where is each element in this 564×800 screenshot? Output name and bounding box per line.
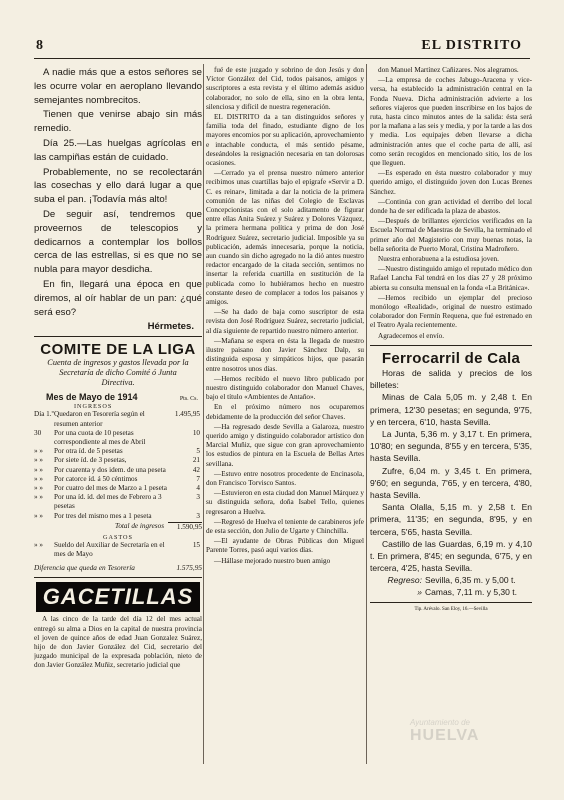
account-row: [34, 475, 200, 484]
gacetillas-text: [34, 615, 202, 670]
return-text: Sevilla, 6,35 m. y 5,00 t.: [425, 575, 516, 586]
diferencia-amount: 1.575,95: [176, 563, 202, 573]
watermark-line-2: HUELVA: [410, 727, 480, 744]
paragraph: En el próximo número nos ocuparemos debidamente de la producción del señor Chaves.: [206, 403, 364, 421]
paragraph: don Manuel Martínez Cañizares. Nos alegramos.: [378, 66, 519, 74]
paragraph: EL DISTRITO da a tan distinguidos señores y familia toda del finado, estudiante digno de los mayores encomios por su aplicación, aprovechamiento e intachable conducta, el más sentido pésame, deseándoles la resignación necesaria en tan dolorosas ocasiones.: [206, 113, 364, 168]
diferencia-label: Diferencia que queda en Tesorería: [34, 563, 135, 573]
month-heading: Mes de Mayo de 1914: [46, 392, 138, 403]
account-row: [34, 410, 200, 428]
gastos-heading: GASTOS: [103, 533, 133, 541]
account-amount: 10: [192, 428, 200, 437]
account-text: Por cuarenta y dos idem. de una peseta: [54, 465, 166, 474]
paragraph: —Después de brillantes ejercicios verificados en la Escuela Normal de Maestras de Sevilla, ha terminado el primer año del Magisterio con muy buenas notas, la bella señorita de Puerto Moral, Cristina Madroñero.: [370, 217, 532, 253]
paragraph: —El ayudante de Obras Públicas don Miguel Parente Torres, pasó aquí varios días.: [206, 537, 364, 555]
account-mark: » »: [34, 456, 43, 465]
schedule-line: Castillo de las Guardas, 6,19 m. y 4,10 t. En primera, 8'45; en segunda, 6'75, y en tercera, 4'25, hasta Sevilla.: [370, 538, 532, 574]
account-row: [34, 493, 200, 511]
paragraph: —Es esperado en ésta nuestro colaborador y muy querido amigo, el distinguido joven don Lucas Brenes Sánchez.: [370, 169, 532, 196]
paragraph: —Hemos recibido el nuevo libro publicado por nuestro distinguido colaborador don Manuel Chaves, bajo el título «Ambientes de Antaño».: [206, 374, 364, 402]
return-line: [370, 586, 532, 598]
railway-intro: Horas de salida y precios de los billetes:: [370, 367, 532, 391]
account-mark: » »: [34, 493, 43, 502]
account-mark: Día 1.º: [34, 410, 54, 419]
paragraph: —Se ha dado de baja como suscriptor de esta revista don José Rodríguez Suárez, secretario judicial, al día siguiente de repartido nuestro número anterior.: [206, 308, 364, 335]
paragraph: —Continúa con gran actividad el derribo del local donde ha de ser edificada la plaza de abastos.: [370, 197, 532, 216]
account-row: [34, 541, 200, 559]
intro-text: [34, 66, 202, 319]
gacetillas-banner: [36, 582, 200, 612]
paragraph: Nuestra enhorabuena a la estudiosa joven.: [378, 255, 499, 264]
ingresos-list: [34, 410, 202, 520]
paragraph: —Ha regresado desde Sevilla a Galaroza, nuestro querido amigo y distinguido colaborador artístico don Marcial Muñiz, que sigue con gran aprovechamiento los estudios de pintura en la Escuela de Bellas Artes sevillana.: [206, 422, 364, 468]
total-ingresos-row: [34, 522, 202, 532]
divider: [34, 336, 202, 337]
account-text: Por una cuota de 10 pesetas correspondiente al mes de Abril: [54, 428, 146, 446]
archive-watermark: [410, 718, 479, 745]
month-row: [46, 392, 198, 402]
railway-title: Ferrocarril de Cala: [381, 349, 521, 367]
paragraph: —Nuestro distinguido amigo el reputado médico don Rafael Lancha Fal tendrá en los días 27 y 28 próximo abierta su consulta mensual en la fonda «La Británica».: [370, 265, 532, 292]
account-text: Por siete íd. de 3 pesetas,: [54, 456, 127, 465]
account-mark: » »: [34, 483, 43, 492]
account-amount: 21: [192, 456, 200, 465]
account-amount: 4: [196, 483, 200, 492]
paragraph: Tienen que venirse abajo sin más remedio.: [34, 109, 202, 135]
account-row: [34, 512, 200, 521]
account-mark: » »: [34, 474, 43, 483]
paragraph: Día 25.—Las huelgas agrícolas en las campiñas están de cuidado.: [34, 137, 202, 163]
account-amount: 1.495,95: [174, 410, 200, 419]
account-text: Por cuatro del mes de Marzo a 1 peseta: [54, 483, 167, 492]
account-text: Por catorce íd. á 50 céntimos: [54, 474, 138, 483]
paragraph: fué de este juzgado y sobrino de don Jesús y don Víctor González del Cid, todos paisanos, amigos y suscriptores a esta revista y el último además asiduo colaborador, no solo de ella, sino en la obra lenta, silenciosa y difícil de nuestra regeneración.: [206, 66, 364, 111]
gastos-list: [34, 541, 202, 559]
account-text: Por tres del mismo mes a 1 peseta: [54, 511, 152, 520]
divider: [370, 345, 532, 346]
account-row: [34, 447, 200, 456]
watermark-line-1: Ayuntamiento de: [410, 718, 470, 727]
column-divider: [203, 64, 204, 764]
account-text: Por otra íd. de 5 pesetas: [54, 447, 123, 456]
account-text: Sueldo del Auxiliar de Secretaría en el mes de Mayo: [54, 540, 165, 559]
paragraph: —La empresa de coches Jabugo-Aracena y vice-versa, ha establecido la administración central en la Fonda Nueva. Dicha administración advierte a los señores viajeros que pueden inscribirse en los bajos de ruta, hasta cinco minutos antes de la salida: ésta será por la mañana a las seis y media, y por la tarde a las dos y media. Los equipajes deben llevarse a dicha administración antes que el coche parta de allí, así como serán recogidos en mencionado sitio, los de los que lleguen.: [370, 76, 532, 168]
signature: Hérmetes.: [147, 321, 194, 333]
paragraph: —Estuvo entre nosotros procedente de Encinasola, don Francisco Torvisco Santos.: [206, 469, 364, 487]
currency-heading: Pts. Cs.: [179, 396, 198, 403]
return-line: [370, 574, 532, 586]
news-text: [370, 66, 532, 341]
return-label: »: [417, 587, 422, 598]
paragraph: —Estuvieron en esta ciudad don Manuel Márquez y su distinguida señora, doña Isabel Tello, quienes regresaron a Huelva.: [206, 489, 364, 516]
return-schedule: [370, 574, 532, 598]
paragraph: —Cerrado ya el prensa nuestro número anterior recibimos unas cuartillas bajo el epígrafe «Servir a D. C. es reinar», limitada a dar la noticia de la primera comunión de las niñas del Colegio de Esclavas Concepcionistas con el solo aditamento de figurar entre ellas Anita Suárez y Suárez y Dolores Vázquez, la primera hermana política y prima de don José Rodríguez Suárez, secretario judicial. Imposible ya su publicación, además innecesaria, porque la noticia, aun cuando sin dicho agregado no la dió antes nuestro redactor encargado de la citada sección, sentimos no insertar la referida cuartilla en sustitución de la publicada como lo hubiéramos hecho en nuestro constante deseo de complacer a todos los paisanos y amigos.: [206, 169, 364, 307]
account-amount: 42: [192, 465, 200, 474]
paragraph: Probablemente, no se recolectarán las cosechas y ello dará lugar a que suba el pan. ¡Todavía más alto!: [34, 166, 202, 206]
schedule-line: Minas de Cala 5,05 m. y 2,48 t. En primera, 12'30 pesetas; en segunda, 9'75, y en tercera, 6'10, hasta Sevilla.: [370, 392, 532, 427]
ingresos-heading: INGRESOS: [74, 403, 113, 411]
paragraph: En fin, llegará una época en que diremos, al oír hablar de un pan: ¿qué será eso?: [34, 278, 202, 318]
total-ingresos-label: Total de ingresos: [115, 521, 164, 530]
account-amount: 3: [196, 493, 200, 502]
newspaper-title: EL DISTRITO: [421, 38, 522, 53]
account-amount: 15: [192, 540, 200, 549]
account-row: [34, 484, 200, 493]
page-number: 8: [36, 38, 43, 53]
account-mark: » »: [34, 540, 43, 549]
printer-credit: Tip. Arévalo. San Eloy, 16.—Sevilla: [414, 607, 488, 613]
paragraph: A las cinco de la tarde del día 12 del mes actual entregó su alma a Dios en la capital de nuestra provincia el joven de quince años de edad Juan Gonzalez Suárez, hijo de don Javier González del Cid, secretario del juzgado municipal de la expresada población, nieto de don Javier González Muñiz, secretario judicial que: [34, 615, 202, 670]
account-mark: » »: [34, 511, 43, 520]
account-row: [34, 456, 200, 465]
column-1: [34, 66, 202, 766]
section-subtitle: Cuenta de ingresos y gastos llevada por la Secretaría de dicho Comité ó Junta Directiva.: [47, 358, 189, 388]
gacetillas-title: GACETILLAS: [42, 584, 194, 610]
account-mark: » »: [34, 447, 43, 456]
paragraph: —Hállase mejorado nuestro buen amigo: [214, 556, 331, 565]
news-text: [206, 66, 364, 566]
account-mark: » »: [34, 465, 43, 474]
schedule-line: Zufre, 6,04 m. y 3,45 t. En primera, 9'60; en segunda, 7'65, y en tercera, 4'80, hasta Sevilla.: [370, 465, 532, 500]
paragraph: —Hemos recibido un ejemplar del precioso monólogo «Realidad», original de nuestro estimado colaborador don Fermín Requena, que fué estrenado en el Teatro Ayala recientemente.: [370, 293, 532, 330]
page-header: [34, 36, 530, 59]
paragraph: A nadie más que a estos señores se les ocurre volar en aeroplano llevando semejantes nombrecitos.: [34, 67, 202, 106]
railway-schedule: [370, 391, 532, 574]
total-ingresos-amount: 1.590,95: [168, 522, 202, 532]
return-text: Camas, 7,11 m. y 5,30 t.: [425, 587, 517, 598]
account-amount: 5: [196, 447, 200, 456]
diferencia-row: [34, 563, 202, 573]
account-text: Quedaron en Tesorería según el resumen anterior: [54, 410, 145, 428]
schedule-line: La Junta, 5,36 m. y 3,17 t. En primera, 10'80; en segunda, 8'55 y en tercera, 5'35, hasta Sevilla.: [370, 428, 532, 464]
return-label: Regreso:: [387, 575, 422, 586]
paragraph: De seguir así, tendremos que proveernos de telescopios y dedicarnos a contemplar los bollos cerca de las estrellas, si es que no se nubla para mayor desdicha.: [34, 208, 202, 276]
column-3: [370, 66, 532, 766]
account-row: [34, 429, 200, 447]
divider: [34, 577, 202, 578]
account-row: [34, 466, 200, 475]
account-amount: 3: [196, 511, 200, 520]
paragraph: Agradecemos el envío.: [378, 331, 445, 340]
column-divider: [366, 64, 367, 764]
column-2: [206, 66, 364, 766]
paragraph: —Regresó de Huelva el teniente de carabineros jefe de esta sección, don Julio de Ugarte y Chinchilla.: [206, 517, 364, 535]
account-text: Por una íd. íd. del mes de Febrero a 3 pesetas: [54, 493, 162, 511]
section-title: COMITE DE LA LIGA: [40, 341, 196, 359]
paragraph: —Mañana se espera en ésta la llegada de nuestro ilustre paisano don Javier Sánchez Dalp, su distinguida esposa y simpáticos hijos, que pasarán entre nosotros unos días.: [206, 336, 364, 373]
schedule-line: Santa Olalla, 5,15 m. y 2,58 t. En primera, 11'35; en segunda, 8'95, y en tercera, 5'65, hasta Sevilla.: [370, 502, 532, 537]
account-amount: 7: [196, 474, 200, 483]
divider: [370, 602, 532, 603]
account-mark: 30: [34, 428, 42, 437]
